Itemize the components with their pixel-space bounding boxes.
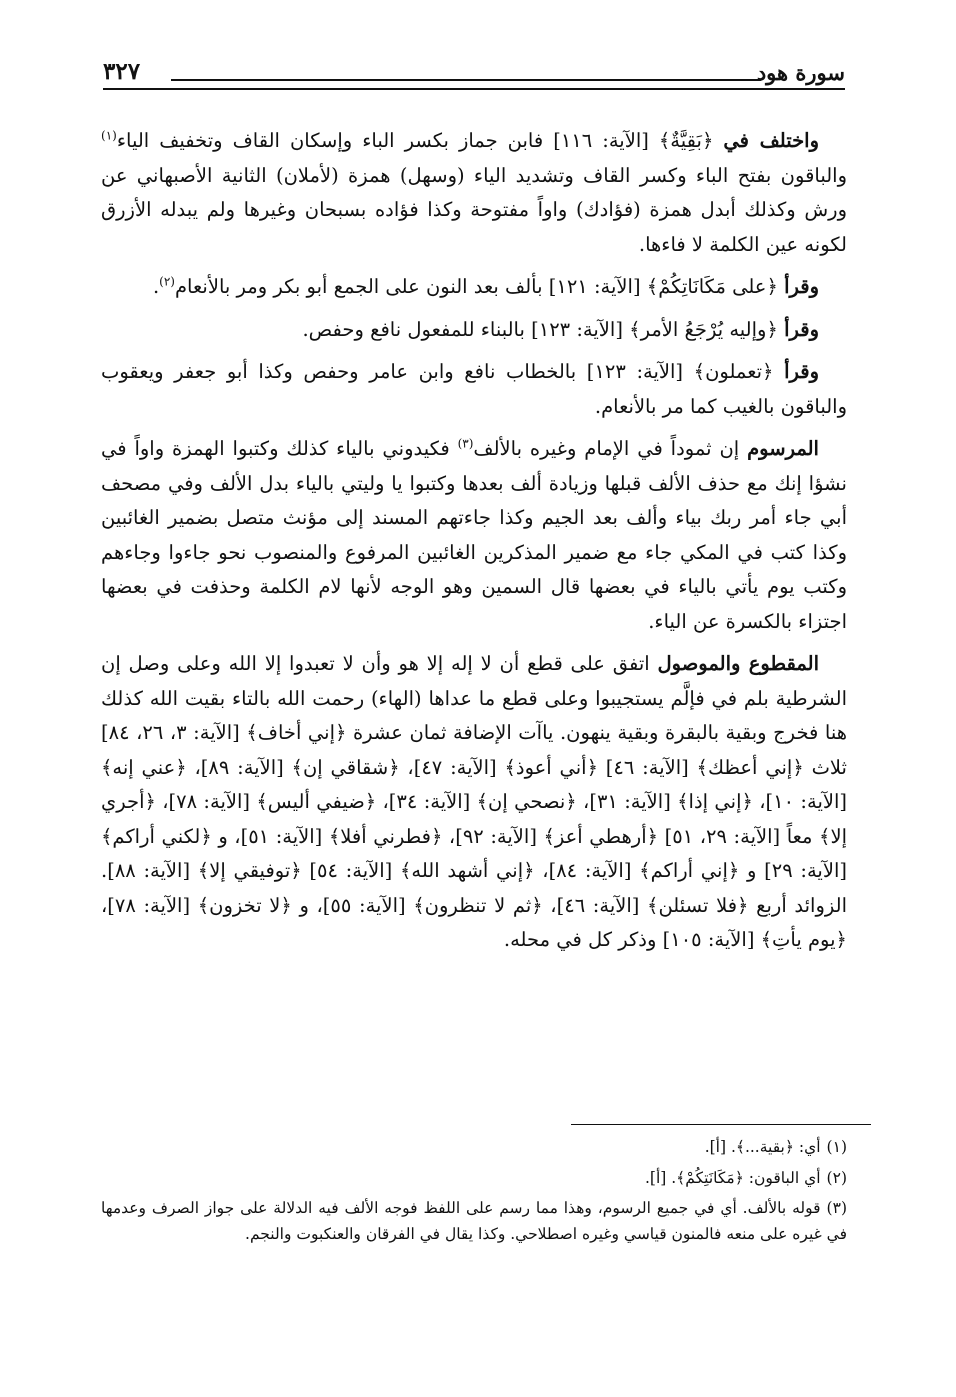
paragraph-text: ﴿بَقِيَّةٌ﴾ [الآية: ١١٦] فابن جماز بكسر الباء وإسكان القاف وتخفيف الياء (116, 129, 724, 152)
footnote (101, 1135, 847, 1161)
paragraph-lead: واختلف في (723, 129, 819, 152)
paragraph-text: ﴿تعملون﴾ [الآية: ١٢٣] بالخطاب نافع وابن عامر وحفص وكذا أبو جعفر ويعقوب والباقون بالغيب كما مر بالأنعام. (101, 360, 847, 418)
paragraph (101, 432, 847, 639)
footnote-text: أي: ﴿بقية...﴾. [أ]. (704, 1138, 821, 1156)
paragraph (101, 647, 847, 958)
paragraph (101, 355, 847, 424)
main-text (101, 124, 847, 966)
paragraph-text: ﴿على مَكَانَاتِكُمْ﴾ [الآية: ١٢١] بألف بعد النون على الجمع أبو بكر ومر بالأنعام (174, 275, 785, 298)
footnote-number: (١) (826, 1138, 847, 1156)
footnote (101, 1166, 847, 1192)
paragraph-text: والباقون بفتح الباء وكسر القاف وتشديد الياء (وسهل) همزة (لأملان) الثانية الأصبهاني عن ورش وكذلك أبدل همزة (فؤادك) واواً مفتوحة وكذا فؤاده بسبحان وغيرها ولم يبدله الأزرق لكونه عين الكلمة لا فاءها. (101, 163, 847, 256)
footnote-ref[interactable]: (٢) (159, 274, 175, 289)
paragraph-lead: وقرأ (784, 317, 819, 341)
footnote (101, 1196, 847, 1247)
paragraph-text: إن ثموداً في الإمام وغيره بالألف (473, 437, 748, 460)
page-header (103, 58, 845, 88)
paragraph (101, 270, 847, 305)
paragraph-lead: وقرأ (784, 275, 819, 298)
footnote-ref[interactable]: (١) (101, 128, 117, 143)
paragraph-lead: وقرأ (784, 360, 819, 383)
footnote-text: أي الباقون: ﴿مَكَانَتِكُمْ﴾. [أ]. (645, 1168, 821, 1187)
footnote-number: (٣) (826, 1199, 847, 1217)
paragraph-text: ﴿وإليه يُرْجَعُ الأمر﴾ [الآية: ١٢٣] بالبناء للمفعول نافع وحفص. (302, 317, 785, 341)
paragraph-text: اتفق على قطع أن لا إله إلا هو وأن لا تعبدوا إلا الله وعلى وصل إن الشرطية بلم في فإلَّم يستجيبوا وعلى قطع ما عداها (الهاء) رحمت الله بالتاء بقيت الله كذلك هنا فخرج وبقية بالبقرة وبقية ينهون. ياآت الإضافة ثمان عشرة ﴿إني أخاف﴾ [الآية: ٣، ٢٦، ٨٤] ثلاث ﴿إني أعظك﴾ [الآية: ٤٦] ﴿أني أعوذ﴾ [الآية: ٤٧]، ﴿شقاقي إن﴾ [الآية: ٨٩]، ﴿عني إنه﴾ [الآية: ١٠]، ﴿إني إذا﴾ [الآية: ٣١]، ﴿نصحي إن﴾ [الآية: ٣٤]، ﴿ضيفي أليس﴾ [الآية: ٧٨]، ﴿أجري إلا﴾ معاً [الآية: ٢٩، ٥١] ﴿أرهطي أعز﴾ [الآية: ٩٢]، ﴿فطرني أفلا﴾ [الآية: ٥١]، و ﴿لكني أراكم﴾ [الآية: ٢٩] و ﴿إني أراكم﴾ [الآية: ٨٤]، ﴿إني أشهد الله﴾ [الآية: ٥٤] ﴿توفيقي إلا﴾ [الآية: ٨٨]. الزوائد أربع ﴿فلا تسئلن﴾ [الآية: ٤٦]، ﴿ثم لا تنظرون﴾ [الآية: ٥٥]، و ﴿لا تخزون﴾ [الآية: ٧٨]، ﴿يوم يأتِ﴾ [الآية: ١٠٥] وذكر كل في محله. (101, 652, 848, 951)
footnotes (101, 1135, 847, 1252)
paragraph (101, 313, 847, 348)
footnote-ref[interactable]: (٣) (457, 436, 474, 451)
header-underline (103, 88, 845, 90)
paragraph-text: . (152, 275, 160, 298)
paragraph (101, 124, 847, 262)
paragraph-lead: المرسوم (747, 437, 819, 460)
footnote-separator (571, 1124, 871, 1125)
footnote-text: قوله بالألف. أي في جميع الرسوم، وهذا مما رسم على اللفظ فوجه الألف فيه الدلالة على جواز الصرف وعدمها في غيره على منعه فالمنون قياسي وغيره اصطلاحي. وكذا يقال في الفرقان والعنكبوت والنجم. (101, 1199, 847, 1243)
paragraph-text: فكيدوني بالياء كذلك وكتبوا الهمزة واواً في نشؤا إنك مع حذف الألف قبلها وزيادة ألف بعدها وكتبوا يا وليتي بالياء بدل الألف وفي مصحف أبي جاء أمر ربك بياء وألف بعد الجيم وكذا جاءتهم المسند إلى مؤنث متصل بضمير الغائبين وكذا كتب في المكي جاء مع ضمير المذكرين الغائبين المرفوع والمنصوب نحو جاءوا وجاءهم وكتب يوم يأتي بالياء في بعضها قال السمين وهو الوجه لأنها لام الكلمة وحذفت في بعضها اجتزاء بالكسرة عن الياء. (101, 437, 847, 633)
running-title: سورة هود (756, 60, 845, 85)
footnote-number: (٢) (826, 1168, 847, 1187)
paragraph-lead: المقطوع والموصول (657, 652, 819, 675)
page-number: ٣٢٧ (103, 58, 141, 85)
header-rule (171, 79, 761, 81)
